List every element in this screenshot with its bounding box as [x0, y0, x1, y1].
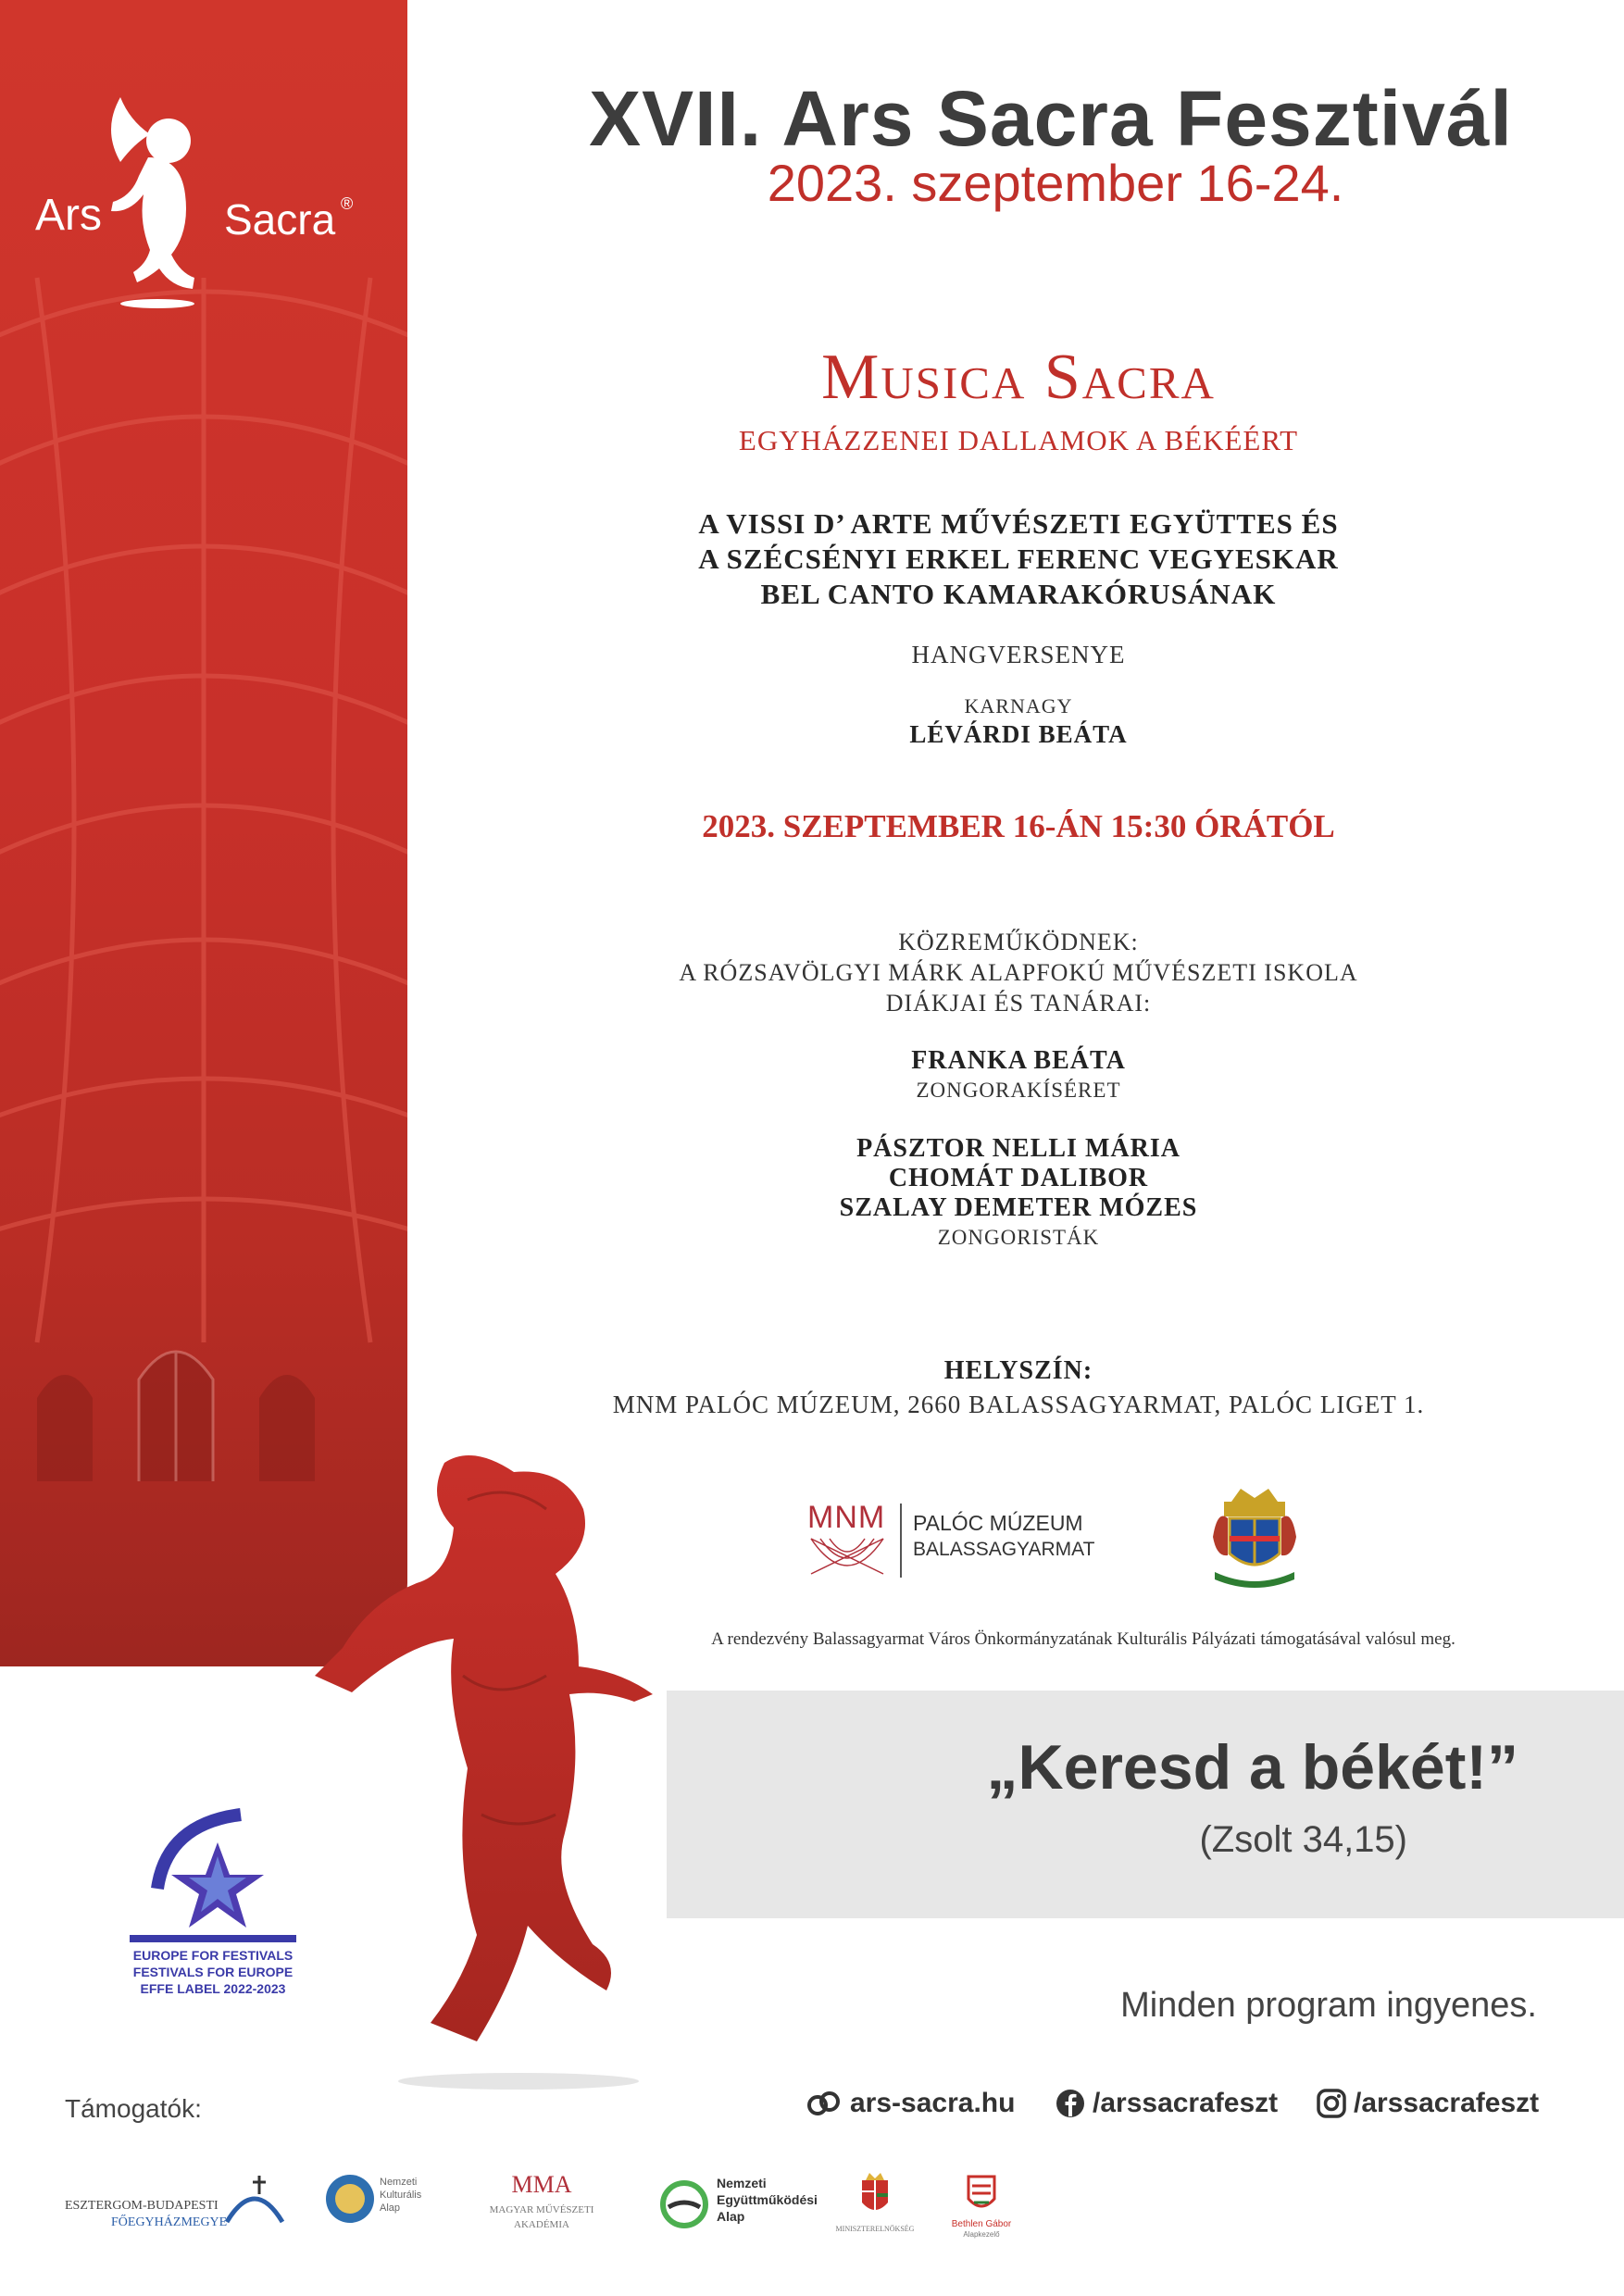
- ensemble-line: A SZÉCSÉNYI ERKEL FERENC VEGYESKAR: [698, 543, 1339, 575]
- mma-mark: MMA: [511, 2171, 572, 2198]
- logo-ars-text: Ars: [35, 191, 102, 240]
- website-text[interactable]: ars-sacra.hu: [850, 2088, 1016, 2118]
- school-line: A RÓZSAVÖLGYI MÁRK ALAPFOKÚ MŰVÉSZETI ISKOLA: [679, 959, 1358, 986]
- bethlen-line2: Alapkezelő: [963, 2230, 1000, 2239]
- website-link[interactable]: [806, 2088, 1015, 2119]
- nka-line1: Nemzeti: [380, 2177, 418, 2188]
- effe-star-icon: [130, 1805, 296, 1935]
- bethlen-logo: [944, 2171, 1018, 2245]
- venue-address: MNM PALÓC MÚZEUM, 2660 BALASSAGYARMAT, PALÓC LIGET 1.: [612, 1391, 1425, 1418]
- ministry-logo: [824, 2171, 926, 2245]
- facebook-link[interactable]: [1056, 2088, 1278, 2119]
- festival-dates: 2023. szeptember 16-24.: [767, 154, 1344, 212]
- instagram-icon: [1317, 2089, 1346, 2118]
- ensemble-line: BEL CANTO KAMARAKÓRUSÁNAK: [760, 578, 1277, 610]
- mma-line2: AKADÉMIA: [514, 2219, 569, 2230]
- logo-divider: [900, 1504, 902, 1578]
- venue-label: HELYSZÍN:: [943, 1356, 1093, 1385]
- effe-bar: [130, 1935, 296, 1942]
- instagram-link[interactable]: [1317, 2088, 1539, 2119]
- quote-reference: (Zsolt 34,15): [1199, 1819, 1407, 1860]
- mma-line1: MAGYAR MŰVÉSZETI: [489, 2204, 594, 2215]
- museum-name: PALÓC MÚZEUM: [913, 1511, 1083, 1535]
- facebook-text[interactable]: /arssacrafeszt: [1093, 2088, 1279, 2118]
- school-line: DIÁKJAI ÉS TANÁRAI:: [885, 990, 1152, 1017]
- hungary-crest-icon: [856, 2171, 893, 2219]
- pianists-role: ZONGORISTÁK: [937, 1226, 1100, 1249]
- facebook-icon: [1056, 2089, 1085, 2118]
- museum-city: BALASSAGYARMAT: [913, 1539, 1095, 1560]
- palocz-museum-logo: [807, 1500, 1104, 1583]
- mnm-pattern-icon: [809, 1537, 885, 1581]
- effe-line1: EUROPE FOR FESTIVALS: [132, 1948, 294, 1963]
- nea-logo: [659, 2176, 844, 2240]
- funding-note: A rendezvény Balassagyarmat Város Önkormányzatának Kulturális Pályázati támogatásával valósul meg.: [711, 1629, 1455, 1649]
- nka-seal-icon: [324, 2171, 376, 2227]
- conductor-label: KARNAGY: [964, 694, 1073, 718]
- mma-logo: [481, 2171, 602, 2245]
- link-icon: [806, 2089, 843, 2118]
- concert-type: HANGVERSENYE: [911, 641, 1126, 668]
- ministry-text: MINISZTERELNÖKSÉG: [835, 2225, 915, 2233]
- cross-arc-icon: [222, 2171, 287, 2227]
- conductor-name: LÉVÁRDI BEÁTA: [909, 720, 1128, 748]
- mnm-mark: MNM: [807, 1500, 886, 1535]
- pianist-name: SZALAY DEMETER MÓZES: [839, 1193, 1198, 1222]
- logo-sacra-text: Sacra: [224, 195, 336, 243]
- effe-line2: FESTIVALS FOR EUROPE: [132, 1965, 294, 1979]
- concert-title: Musica Sacra: [821, 342, 1216, 413]
- bethlen-crest-icon: [963, 2171, 1000, 2215]
- participants-label: KÖZREMŰKÖDNEK:: [898, 929, 1139, 955]
- nea-line1: Nemzeti: [717, 2176, 767, 2190]
- nea-circle-icon: [659, 2179, 709, 2229]
- esztergom-line2: FŐEGYHÁZMEGYE: [111, 2215, 228, 2229]
- nka-line3: Alap: [380, 2202, 401, 2214]
- effe-label-badge: [130, 1714, 340, 2009]
- nka-line2: Kulturális: [380, 2190, 422, 2201]
- effe-arc-text: REMARKABLE ARTS FESTIVAL: [178, 1714, 340, 1823]
- concert-datetime: 2023. SZEPTEMBER 16-ÁN 15:30 ÓRÁTÓL: [702, 808, 1335, 844]
- supporters-label: Támogatók:: [65, 2094, 202, 2123]
- nea-line2: Együttműködési: [717, 2192, 818, 2207]
- concert-subtitle: EGYHÁZZENEI DALLAMOK A BÉKÉÉRT: [738, 424, 1299, 456]
- flying-cherub-icon: [315, 1444, 685, 2092]
- bethlen-line1: Bethlen Gábor: [951, 2219, 1012, 2229]
- quote-band: [667, 1691, 1624, 1918]
- instagram-text[interactable]: /arssacrafeszt: [1354, 2088, 1540, 2118]
- pianist-name: PÁSZTOR NELLI MÁRIA: [856, 1134, 1181, 1163]
- esztergom-line1: ESZTERGOM-BUDAPESTI: [65, 2199, 219, 2213]
- free-admission-note: Minden program ingyenes.: [1120, 1986, 1537, 2025]
- accompanist-role: ZONGORAKÍSÉRET: [916, 1079, 1121, 1102]
- cherub-logo-icon: [93, 93, 213, 310]
- festival-title: XVII. Ars Sacra Fesztivál: [589, 75, 1513, 162]
- nea-line3: Alap: [717, 2209, 745, 2224]
- accompanist-name: FRANKA BEÁTA: [911, 1046, 1126, 1075]
- esztergom-logo: [65, 2171, 287, 2245]
- pianist-name: CHOMÁT DALIBOR: [888, 1164, 1149, 1192]
- nka-logo: [324, 2171, 435, 2245]
- effe-line3: EFFE LABEL 2022-2023: [140, 1981, 286, 1996]
- coat-of-arms-icon: [1204, 1481, 1305, 1592]
- registered-mark: ®: [341, 194, 354, 213]
- quote-text: „Keresd a békét!”: [986, 1732, 1518, 1803]
- ensemble-line: A VISSI D’ ARTE MŰVÉSZETI EGYÜTTES ÉS: [698, 507, 1339, 540]
